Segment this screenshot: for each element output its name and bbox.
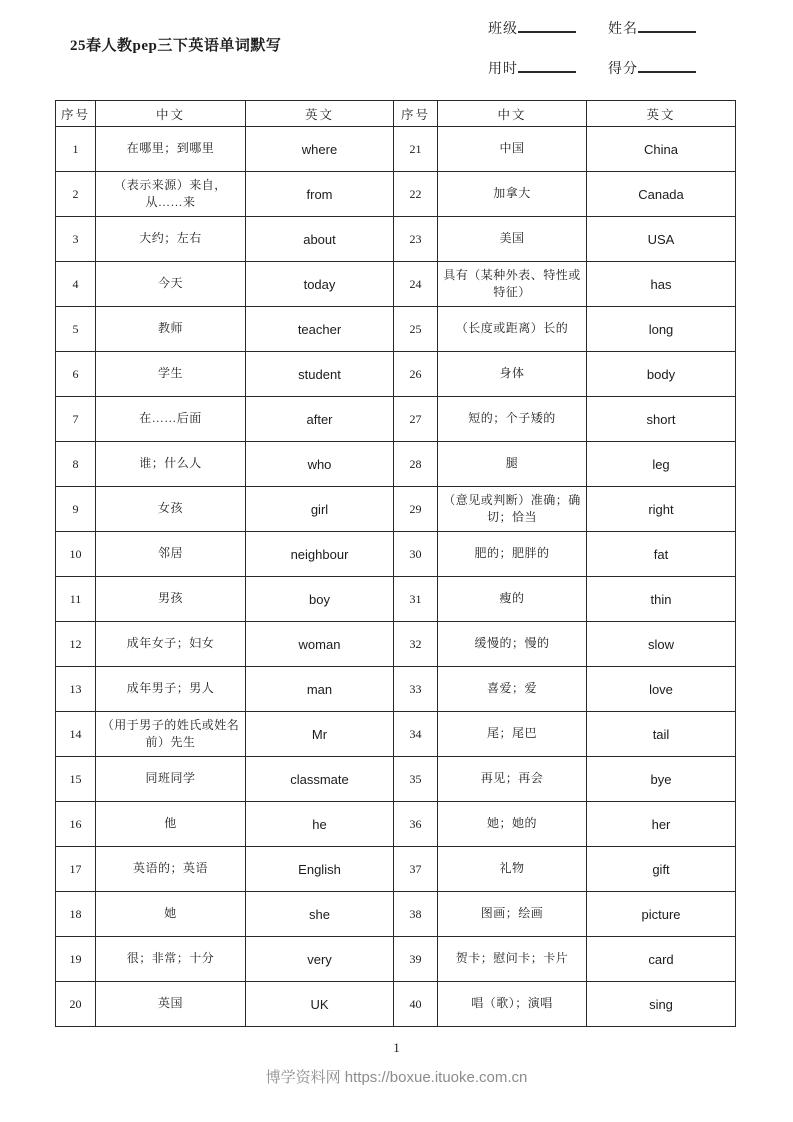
table-row xyxy=(56,577,736,622)
cell-english: love xyxy=(587,667,736,712)
cell-index: 5 xyxy=(56,307,96,352)
cell-index: 23 xyxy=(394,217,438,262)
table-row xyxy=(56,712,736,757)
cell-english: leg xyxy=(587,442,736,487)
table-row xyxy=(56,352,736,397)
cell-chinese: （意见或判断）准确；确切；恰当 xyxy=(438,487,587,532)
cell-english: woman xyxy=(246,622,394,667)
cell-index: 10 xyxy=(56,532,96,577)
cell-index: 12 xyxy=(56,622,96,667)
table-row xyxy=(56,262,736,307)
cell-english: USA xyxy=(587,217,736,262)
table-row xyxy=(56,217,736,262)
name-blank xyxy=(638,20,696,33)
cell-english: long xyxy=(587,307,736,352)
cell-chinese: 成年女子；妇女 xyxy=(96,622,246,667)
cell-english: gift xyxy=(587,847,736,892)
cell-english: who xyxy=(246,442,394,487)
cell-chinese: 大约；左右 xyxy=(96,217,246,262)
cell-index: 9 xyxy=(56,487,96,532)
col-header-english-left: 英文 xyxy=(246,101,394,127)
cell-english: man xyxy=(246,667,394,712)
cell-chinese: 缓慢的；慢的 xyxy=(438,622,587,667)
cell-index: 32 xyxy=(394,622,438,667)
cell-english: has xyxy=(587,262,736,307)
col-header-english-right: 英文 xyxy=(587,101,736,127)
cell-chinese: 肥的；肥胖的 xyxy=(438,532,587,577)
cell-english: China xyxy=(587,127,736,172)
cell-index: 11 xyxy=(56,577,96,622)
cell-index: 19 xyxy=(56,937,96,982)
cell-index: 14 xyxy=(56,712,96,757)
cell-chinese: 美国 xyxy=(438,217,587,262)
cell-chinese: 中国 xyxy=(438,127,587,172)
cell-english: fat xyxy=(587,532,736,577)
cell-chinese: 喜爱；爱 xyxy=(438,667,587,712)
table-row xyxy=(56,892,736,937)
cell-chinese: （表示来源）来自，从……来 xyxy=(96,172,246,217)
cell-english: tail xyxy=(587,712,736,757)
col-header-index-left: 序号 xyxy=(56,101,96,127)
cell-chinese: 在哪里；到哪里 xyxy=(96,127,246,172)
header-row xyxy=(56,101,736,127)
vocab-table-head xyxy=(56,101,736,127)
table-row xyxy=(56,802,736,847)
fields-row-2 xyxy=(488,58,738,78)
vocab-table-body xyxy=(56,127,736,1027)
score-blank xyxy=(638,60,696,73)
cell-index: 39 xyxy=(394,937,438,982)
score-label: 得分 xyxy=(608,62,638,77)
page-number: 1 xyxy=(393,1040,400,1055)
cell-english: very xyxy=(246,937,394,982)
cell-english: boy xyxy=(246,577,394,622)
cell-index: 31 xyxy=(394,577,438,622)
table-row xyxy=(56,532,736,577)
cell-chinese: 她；她的 xyxy=(438,802,587,847)
class-field xyxy=(488,18,576,38)
cell-english: card xyxy=(587,937,736,982)
cell-english: body xyxy=(587,352,736,397)
table-row xyxy=(56,937,736,982)
cell-index: 1 xyxy=(56,127,96,172)
cell-english: about xyxy=(246,217,394,262)
cell-chinese: 尾；尾巴 xyxy=(438,712,587,757)
footer-watermark: 博学资料网 https://boxue.ituoke.com.cn xyxy=(265,1069,528,1086)
cell-index: 30 xyxy=(394,532,438,577)
cell-index: 35 xyxy=(394,757,438,802)
cell-index: 38 xyxy=(394,892,438,937)
cell-english: student xyxy=(246,352,394,397)
cell-english: picture xyxy=(587,892,736,937)
page-title: 25春人教pep三下英语单词默写 xyxy=(70,38,282,54)
cell-index: 40 xyxy=(394,982,438,1027)
cell-english: classmate xyxy=(246,757,394,802)
cell-english: English xyxy=(246,847,394,892)
cell-chinese: 今天 xyxy=(96,262,246,307)
cell-index: 3 xyxy=(56,217,96,262)
cell-index: 20 xyxy=(56,982,96,1027)
cell-english: neighbour xyxy=(246,532,394,577)
cell-chinese: 礼物 xyxy=(438,847,587,892)
cell-index: 13 xyxy=(56,667,96,712)
table-row xyxy=(56,127,736,172)
cell-english: she xyxy=(246,892,394,937)
cell-chinese: 图画；绘画 xyxy=(438,892,587,937)
header-fields xyxy=(488,18,738,98)
cell-chinese: （用于男子的姓氏或姓名前）先生 xyxy=(96,712,246,757)
time-field xyxy=(488,58,576,78)
fields-row-1 xyxy=(488,18,738,38)
cell-english: her xyxy=(587,802,736,847)
cell-chinese: 英语的；英语 xyxy=(96,847,246,892)
cell-chinese: 唱（歌）；演唱 xyxy=(438,982,587,1027)
cell-english: from xyxy=(246,172,394,217)
cell-chinese: 再见；再会 xyxy=(438,757,587,802)
cell-index: 17 xyxy=(56,847,96,892)
cell-english: where xyxy=(246,127,394,172)
score-field xyxy=(608,58,696,78)
cell-index: 8 xyxy=(56,442,96,487)
cell-chinese: 她 xyxy=(96,892,246,937)
cell-chinese: 加拿大 xyxy=(438,172,587,217)
table-row xyxy=(56,982,736,1027)
cell-chinese: 短的；个子矮的 xyxy=(438,397,587,442)
cell-chinese: 教师 xyxy=(96,307,246,352)
cell-chinese: 女孩 xyxy=(96,487,246,532)
cell-index: 7 xyxy=(56,397,96,442)
cell-index: 16 xyxy=(56,802,96,847)
cell-index: 34 xyxy=(394,712,438,757)
table-row xyxy=(56,847,736,892)
cell-index: 24 xyxy=(394,262,438,307)
cell-index: 15 xyxy=(56,757,96,802)
cell-english: he xyxy=(246,802,394,847)
cell-chinese: 同班同学 xyxy=(96,757,246,802)
cell-english: slow xyxy=(587,622,736,667)
time-blank xyxy=(518,60,576,73)
cell-chinese: 瘦的 xyxy=(438,577,587,622)
cell-index: 26 xyxy=(394,352,438,397)
col-header-index-right: 序号 xyxy=(394,101,438,127)
cell-chinese: 身体 xyxy=(438,352,587,397)
cell-chinese: 贺卡；慰问卡；卡片 xyxy=(438,937,587,982)
cell-index: 27 xyxy=(394,397,438,442)
cell-chinese: 成年男子；男人 xyxy=(96,667,246,712)
class-label: 班级 xyxy=(488,22,518,37)
cell-english: after xyxy=(246,397,394,442)
table-row xyxy=(56,172,736,217)
cell-index: 4 xyxy=(56,262,96,307)
cell-chinese: 谁；什么人 xyxy=(96,442,246,487)
cell-chinese: 男孩 xyxy=(96,577,246,622)
cell-chinese: 英国 xyxy=(96,982,246,1027)
time-label: 用时 xyxy=(488,62,518,77)
col-header-chinese-left: 中文 xyxy=(96,101,246,127)
cell-chinese: 很；非常；十分 xyxy=(96,937,246,982)
class-blank xyxy=(518,20,576,33)
cell-chinese: 在……后面 xyxy=(96,397,246,442)
cell-index: 25 xyxy=(394,307,438,352)
cell-index: 29 xyxy=(394,487,438,532)
table-row xyxy=(56,487,736,532)
table-row xyxy=(56,307,736,352)
cell-chinese: 学生 xyxy=(96,352,246,397)
cell-chinese: 邻居 xyxy=(96,532,246,577)
table-row xyxy=(56,397,736,442)
cell-index: 33 xyxy=(394,667,438,712)
name-label: 姓名 xyxy=(608,22,638,37)
cell-english: bye xyxy=(587,757,736,802)
cell-index: 36 xyxy=(394,802,438,847)
col-header-chinese-right: 中文 xyxy=(438,101,587,127)
cell-index: 6 xyxy=(56,352,96,397)
cell-english: Canada xyxy=(587,172,736,217)
cell-index: 28 xyxy=(394,442,438,487)
cell-english: sing xyxy=(587,982,736,1027)
cell-index: 21 xyxy=(394,127,438,172)
cell-english: UK xyxy=(246,982,394,1027)
cell-chinese: （长度或距离）长的 xyxy=(438,307,587,352)
cell-chinese: 腿 xyxy=(438,442,587,487)
cell-english: girl xyxy=(246,487,394,532)
cell-english: right xyxy=(587,487,736,532)
cell-english: Mr xyxy=(246,712,394,757)
cell-english: thin xyxy=(587,577,736,622)
cell-chinese: 具有（某种外表、特性或特征） xyxy=(438,262,587,307)
cell-english: teacher xyxy=(246,307,394,352)
name-field xyxy=(608,18,696,38)
cell-index: 18 xyxy=(56,892,96,937)
vocab-table xyxy=(55,100,736,1027)
cell-index: 37 xyxy=(394,847,438,892)
table-row xyxy=(56,667,736,712)
cell-index: 22 xyxy=(394,172,438,217)
table-row xyxy=(56,622,736,667)
cell-english: short xyxy=(587,397,736,442)
table-row xyxy=(56,757,736,802)
cell-chinese: 他 xyxy=(96,802,246,847)
cell-index: 2 xyxy=(56,172,96,217)
cell-english: today xyxy=(246,262,394,307)
table-row xyxy=(56,442,736,487)
